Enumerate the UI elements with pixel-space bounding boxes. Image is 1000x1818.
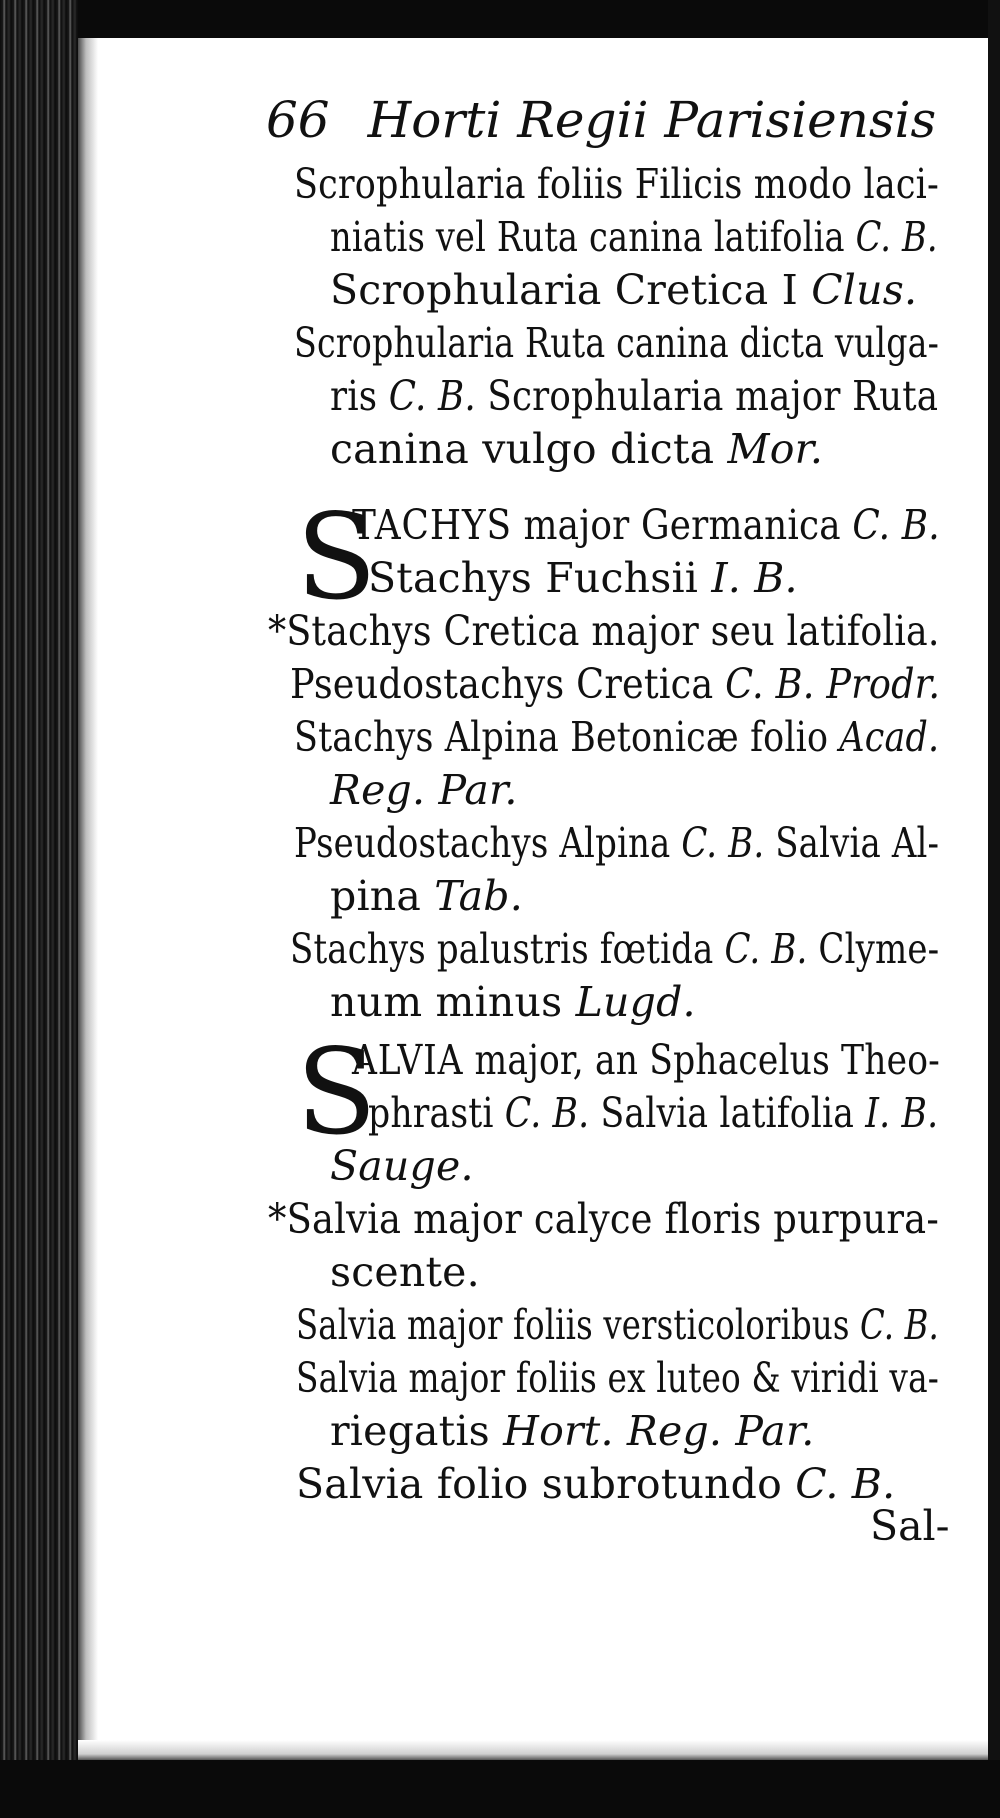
citation-abbrev: Hort. Reg. Par.: [503, 1407, 815, 1455]
entry-line: [330, 1142, 474, 1190]
entry-text: Scrophularia Cretica I: [330, 266, 812, 314]
entry-text: Clyme-: [807, 925, 940, 973]
entry-text: riegatis: [330, 1407, 504, 1455]
entry-line: [330, 372, 938, 420]
citation-abbrev: I. B.: [865, 1089, 939, 1137]
entry-line: [330, 213, 938, 261]
entry-line: [296, 1460, 895, 1508]
entry-text: phrasti: [368, 1089, 505, 1137]
entry-line: [290, 925, 939, 973]
entry-line: [296, 1354, 939, 1402]
entry-line: [330, 872, 523, 920]
entry-text: Scrophularia Ruta canina dicta vulga-: [294, 319, 940, 367]
entry-text: Salvia Al-: [764, 819, 940, 867]
citation-abbrev: Acad.: [839, 713, 940, 761]
entry-text: Salvia major foliis versticoloribus: [296, 1301, 861, 1349]
entry-text: Scrophularia major Ruta: [475, 372, 939, 420]
citation-abbrev: Sauge.: [330, 1142, 474, 1190]
drop-cap-salvia: S: [296, 1023, 377, 1161]
entry-text: Pseudostachys Alpina: [294, 819, 682, 867]
citation-abbrev: C. B.: [852, 501, 940, 549]
citation-abbrev: Lugd.: [575, 978, 696, 1026]
entry-text: Salvia latifolia: [589, 1089, 866, 1137]
entry-text: Salvia folio subrotundo: [296, 1460, 796, 1508]
entry-text: Stachys palustris fœtida: [290, 925, 725, 973]
genus-heading: TACHYS: [352, 501, 512, 549]
entry-text: *Stachys Cretica major seu latifolia.: [268, 607, 940, 655]
citation-abbrev: C. B.: [795, 1460, 896, 1508]
entry-line: [330, 425, 823, 473]
running-title: Horti Regii Parisiensis: [367, 91, 937, 149]
page-header: [266, 92, 936, 148]
entry-text: scente.: [330, 1248, 480, 1296]
citation-abbrev: Mor.: [727, 425, 824, 473]
entry-line: [352, 1036, 940, 1084]
entry-text: ris: [330, 372, 389, 420]
entry-line: [294, 160, 939, 208]
citation-abbrev: C. B.: [724, 925, 808, 973]
entry-line: [368, 1089, 938, 1137]
entry-line: [294, 713, 939, 761]
page-number: 66: [266, 91, 330, 149]
entry-text: canina vulgo dicta: [330, 425, 728, 473]
entry-text: niatis vel Ruta canina latifolia: [330, 213, 856, 261]
entry-line: [330, 766, 518, 814]
citation-abbrev: Clus.: [811, 266, 918, 314]
entry-line: [268, 1195, 939, 1243]
citation-abbrev: I. B.: [711, 554, 798, 602]
citation-abbrev: C. B.: [388, 372, 476, 420]
citation-abbrev: C. B.: [860, 1301, 939, 1349]
entry-line: [268, 607, 940, 655]
entry-line: [330, 1407, 814, 1455]
citation-abbrev: C. B.: [855, 213, 938, 261]
entry-line: [330, 1248, 480, 1296]
entry-line: [294, 319, 939, 367]
entry-text: Salvia major foliis ex luteo & viridi va-: [296, 1354, 939, 1402]
entry-text: Stachys Fuchsii: [368, 554, 712, 602]
entry-text: Stachys Alpina Betonicæ folio: [294, 713, 840, 761]
entry-line: [294, 819, 939, 867]
entry-text: pina: [330, 872, 435, 920]
entry-text: num minus: [330, 978, 576, 1026]
entry-text: Pseudostachys Cretica: [290, 660, 726, 708]
entry-line: [368, 554, 798, 602]
citation-abbrev: C. B.: [504, 1089, 590, 1137]
citation-abbrev: C. B. Prodr.: [725, 660, 941, 708]
entry-line: [290, 660, 940, 708]
entry-text: major Germanica: [511, 501, 853, 549]
citation-abbrev: C. B.: [681, 819, 765, 867]
entry-line: [352, 501, 940, 549]
entry-text: major, an Sphacelus Theo-: [463, 1036, 940, 1084]
entry-text: *Salvia major calyce floris purpura-: [268, 1195, 939, 1243]
citation-abbrev: Tab.: [434, 872, 523, 920]
entry-line: [330, 266, 917, 314]
entry-line: [330, 978, 696, 1026]
genus-heading: ALVIA: [352, 1036, 464, 1084]
citation-abbrev: Reg. Par.: [330, 766, 518, 814]
entry-line: [296, 1301, 939, 1349]
catchword: Sal-: [870, 1502, 950, 1550]
drop-cap-stachys: S: [296, 488, 377, 626]
entry-text: Scrophularia foliis Filicis modo laci-: [294, 160, 939, 208]
